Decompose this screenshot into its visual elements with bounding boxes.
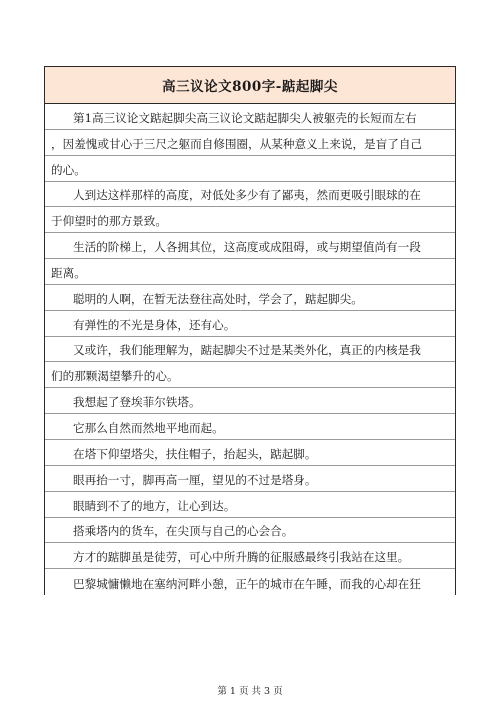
text-line: 人到达这样那样的高度，对低处多少有了鄙夷，然而更吸引眼球的在: [45, 182, 455, 208]
text-line: 搭乘塔内的货车，在尖顶与自己的心会合。: [45, 518, 455, 544]
text-line: 眼睛到不了的地方，让心到达。: [45, 492, 455, 518]
text-line: 聪明的人啊，在暂无法登往高处时，学会了，踮起脚尖。: [45, 285, 455, 311]
text-line: 于仰望时的那方景致。: [45, 207, 455, 233]
text-line: 的心。: [45, 156, 455, 182]
document-title: 高三议论文800字-踮起脚尖: [162, 79, 338, 95]
essay-body: [45, 104, 455, 595]
text-line: 方才的踮脚虽是徒劳，可心中所升腾的征服感最终引我站在这里。: [45, 543, 455, 569]
text-line: 我想起了登埃菲尔铁塔。: [45, 388, 455, 414]
text-line: 巴黎城慵懒地在塞纳河畔小憩，正午的城市在午睡，而我的心却在狂: [73, 577, 421, 592]
text-line: ，因羞愧或甘心于三尺之躯而自修围圈，从某种意义上来说，是盲了自己: [45, 130, 455, 156]
text-line: 眼再抬一寸，脚再高一厘，望见的不过是塔身。: [45, 466, 455, 492]
text-line: 在塔下仰望塔尖，扶住帽子，抬起头，踮起脚。: [45, 440, 455, 466]
text-line: 生活的阶梯上，人各拥其位，这高度或成阻碍，或与期望值尚有一段: [45, 233, 455, 259]
text-line: 距离。: [45, 259, 455, 285]
title-row: [45, 67, 455, 104]
text-line: 第1高三议论文踮起脚尖高三议论文踮起脚尖人被躯壳的长短而左右: [45, 104, 455, 130]
page-footer: 第 1 页 共 3 页: [217, 686, 283, 697]
text-line: 又或许，我们能理解为，踮起脚尖不过是某类外化，真正的内核是我: [45, 337, 455, 363]
text-line: 有弹性的不光是身体，还有心。: [45, 311, 455, 337]
text-line: 们的那颗渴望攀升的心。: [45, 362, 455, 388]
essay-sheet: [44, 66, 456, 595]
text-line: 它那么自然而然地平地而起。: [45, 414, 455, 440]
